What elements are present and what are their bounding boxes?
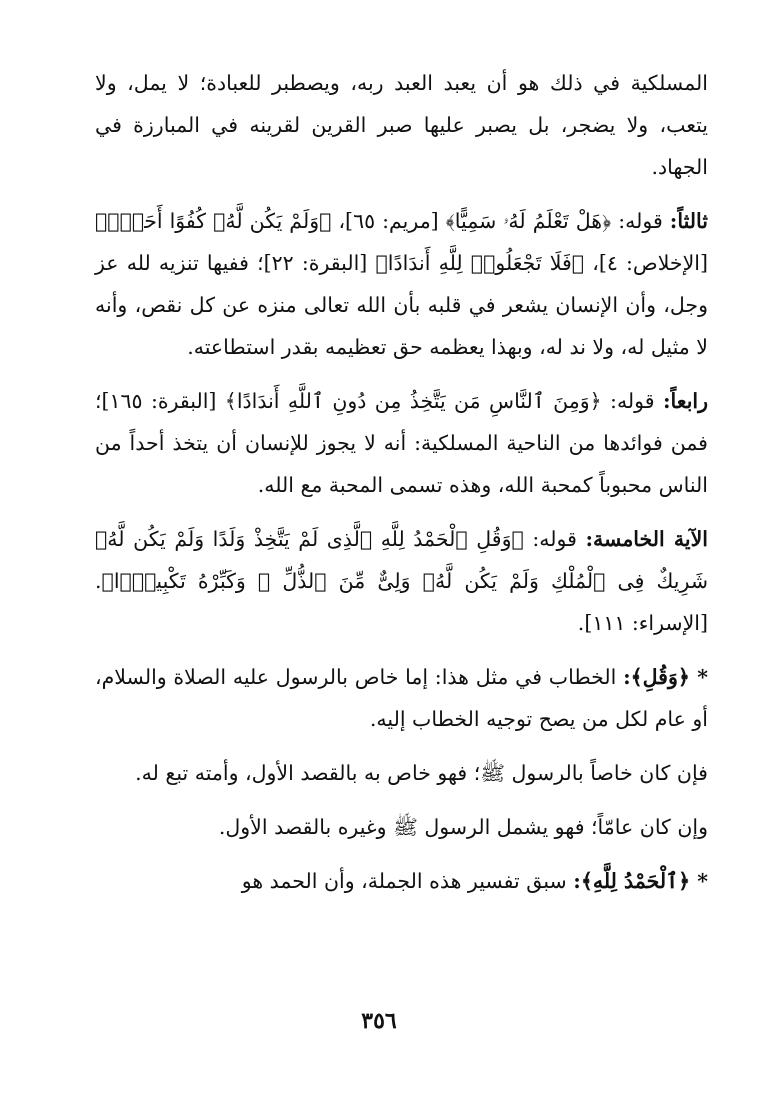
paragraph-text: قوله: ﴿وَقُلِ ٱلْحَمْدُ لِلَّهِ ٱلَّذِى لَمْ يَتَّخِذْ وَلَدًا وَلَمْ يَكُن لَّهُۥ شَرِيكٌ فِى ٱلْمُلْكِ وَلَمْ يَكُن لَّهُۥ وَلِىٌّ مِّنَ ٱلذُّلِّ ۖ وَكَبِّرْهُ تَكْبِيرًۢا﴾. [الإسراء: ١١١]. xyxy=(95,527,708,635)
paragraph-text: سبق تفسير هذه الجملة، وأن الحمد هو xyxy=(241,869,567,893)
paragraph-lead: * ﴿ٱلْحَمْدُ لِلَّهِ﴾: xyxy=(573,869,708,893)
paragraph-8 xyxy=(95,860,708,902)
paragraph-3 xyxy=(95,380,708,506)
paragraph-1 xyxy=(95,62,708,188)
paragraph-text: الخطاب في مثل هذا: إما خاص بالرسول عليه الصلاة والسلام، أو عام لكل من يصح توجيه الخطاب إليه. xyxy=(95,665,708,731)
paragraph-lead: ثالثاً: xyxy=(669,209,708,233)
paragraph-text: قوله: ﴿هَلْ تَعْلَمُ لَهُۥ سَمِيًّا﴾ [مريم: ٦٥]، ﴿وَلَمْ يَكُن لَّهُۥ كُفُوًا أَحَدٌۢ﴾ [الإخلاص: ٤]، ﴿فَلَا تَجْعَلُوا۟ لِلَّهِ أَندَادًا﴾ [البقرة: ٢٢]؛ ففيها تنزيه لله عز وجل، وأن الإنسان يشعر في قلبه بأن الله تعالى منزه عن كل نقص، وأنه لا مثيل له، ولا ند له، وبهذا يعظمه حق تعظيمه بقدر استطاعته. xyxy=(95,209,708,359)
paragraph-7 xyxy=(95,806,708,848)
paragraph-5 xyxy=(95,656,708,740)
paragraph-2 xyxy=(95,200,708,368)
paragraph-text: فإن كان خاصاً بالرسول ﷺ؛ فهو خاص به بالقصد الأول، وأمته تبع له. xyxy=(135,761,708,785)
page-body xyxy=(95,62,708,902)
paragraph-text: المسلكية في ذلك هو أن يعبد العبد ربه، ويصطبر للعبادة؛ لا يمل، ولا يتعب، ولا يضجر، بل يصبر عليها صبر القرين لقرينه في المبارزة في الجهاد. xyxy=(95,71,708,179)
paragraph-4 xyxy=(95,518,708,644)
paragraph-lead: الآية الخامسة: xyxy=(585,527,708,551)
page-number: ٣٥٦ xyxy=(361,1008,397,1034)
paragraph-lead: رابعاً: xyxy=(662,389,708,413)
paragraph-text: وإن كان عامّاً؛ فهو يشمل الرسول ﷺ وغيره بالقصد الأول. xyxy=(218,815,708,839)
paragraph-lead: * ﴿وَقُلِ﴾: xyxy=(623,665,708,689)
paragraph-text: قوله: ﴿وَمِنَ ٱلنَّاسِ مَن يَتَّخِذُ مِن دُونِ ٱللَّهِ أَندَادًا﴾ [البقرة: ١٦٥]؛ فمن فوائدها من الناحية المسلكية: أنه لا يجوز للإنسان أن يتخذ أحداً من الناس محبوباً كمحبة الله، وهذه تسمى المحبة مع الله. xyxy=(95,389,708,497)
paragraph-6 xyxy=(95,752,708,794)
